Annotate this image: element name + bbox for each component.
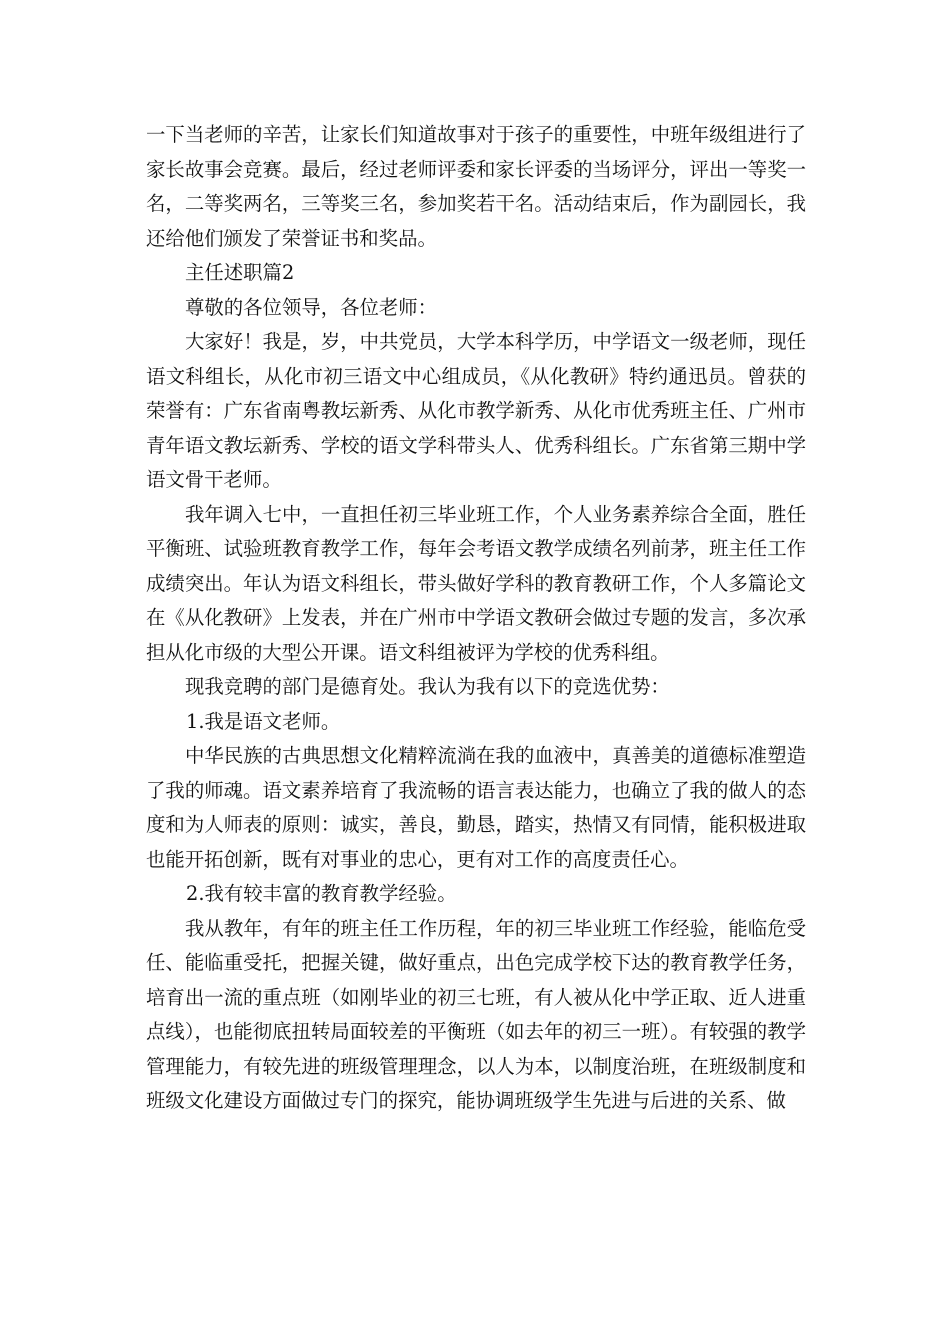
paragraph-introduction: 大家好！我是，岁，中共党员，大学本科学历，中学语文一级老师，现任语文科组长，从化市初三语文中心组成员，《从化教研》特约通迅员。曾获的荣誉有：广东省南粤教坛新秀、从化市教学新秀、从化市优秀班主任、广州市青年语文教坛新秀、学校的语文学科带头人、优秀科组长。广东省第三期中学语文骨干老师。 (146, 330, 806, 491)
document-body (146, 118, 806, 1119)
paragraph-work-history: 我年调入七中，一直担任初三毕业班工作，个人业务素养综合全面，胜任平衡班、试验班教育教学工作，每年会考语文教学成绩名列前茅，班主任工作成绩突出。年认为语文科组长，带头做好学科的教育教研工作，个人多篇论文在《从化教研》上发表，并在广州市中学语文教研会做过专题的发言，多次承担从化市级的大型公开课。语文科组被评为学校的优秀科组。 (146, 502, 806, 664)
list-heading-1: 1.我是语文老师。 (186, 709, 341, 733)
paragraph-advantage-2: 我从教年，有年的班主任工作历程，年的初三毕业班工作经验，能临危受任、能临重受托，把握关键，做好重点，出色完成学校下达的教育教学任务，培育出一流的重点班（如刚毕业的初三七班，有人被从化中学正取、近人进重点线），也能彻底扭转局面较差的平衡班（如去年的初三一班）。有较强的教学管理能力，有较先进的班级管理理念，以人为本，以制度治班，在班级制度和班级文化建设方面做过专门的探究，能协调班级学生先进与后进的关系、做 (146, 916, 806, 1112)
paragraph-continuation: 一下当老师的辛苦，让家长们知道故事对于孩子的重要性，中班年级组进行了家长故事会竞赛。最后，经过老师评委和家长评委的当场评分，评出一等奖一名，二等奖两名，三等奖三名，参加奖若干名。活动结束后，作为副园长，我还给他们颁发了荣誉证书和奖品。 (146, 123, 806, 250)
list-heading-2: 2.我有较丰富的教育教学经验。 (186, 882, 457, 905)
section-heading: 主任述职篇2 (185, 261, 295, 284)
paragraph-position: 现我竞聘的部门是德育处。我认为我有以下的竞选优势： (185, 675, 670, 698)
paragraph-advantage-1: 中华民族的古典思想文化精粹流淌在我的血液中，真善美的道德标准塑造了我的师魂。语文素养培育了我流畅的语言表达能力，也确立了我的做人的态度和为人师表的原则：诚实，善良，勤恳，踏实，热情又有同情，能积极进取也能开拓创新，既有对事业的忠心，更有对工作的高度责任心。 (146, 744, 806, 871)
salutation: 尊敬的各位领导，各位老师： (185, 295, 438, 319)
